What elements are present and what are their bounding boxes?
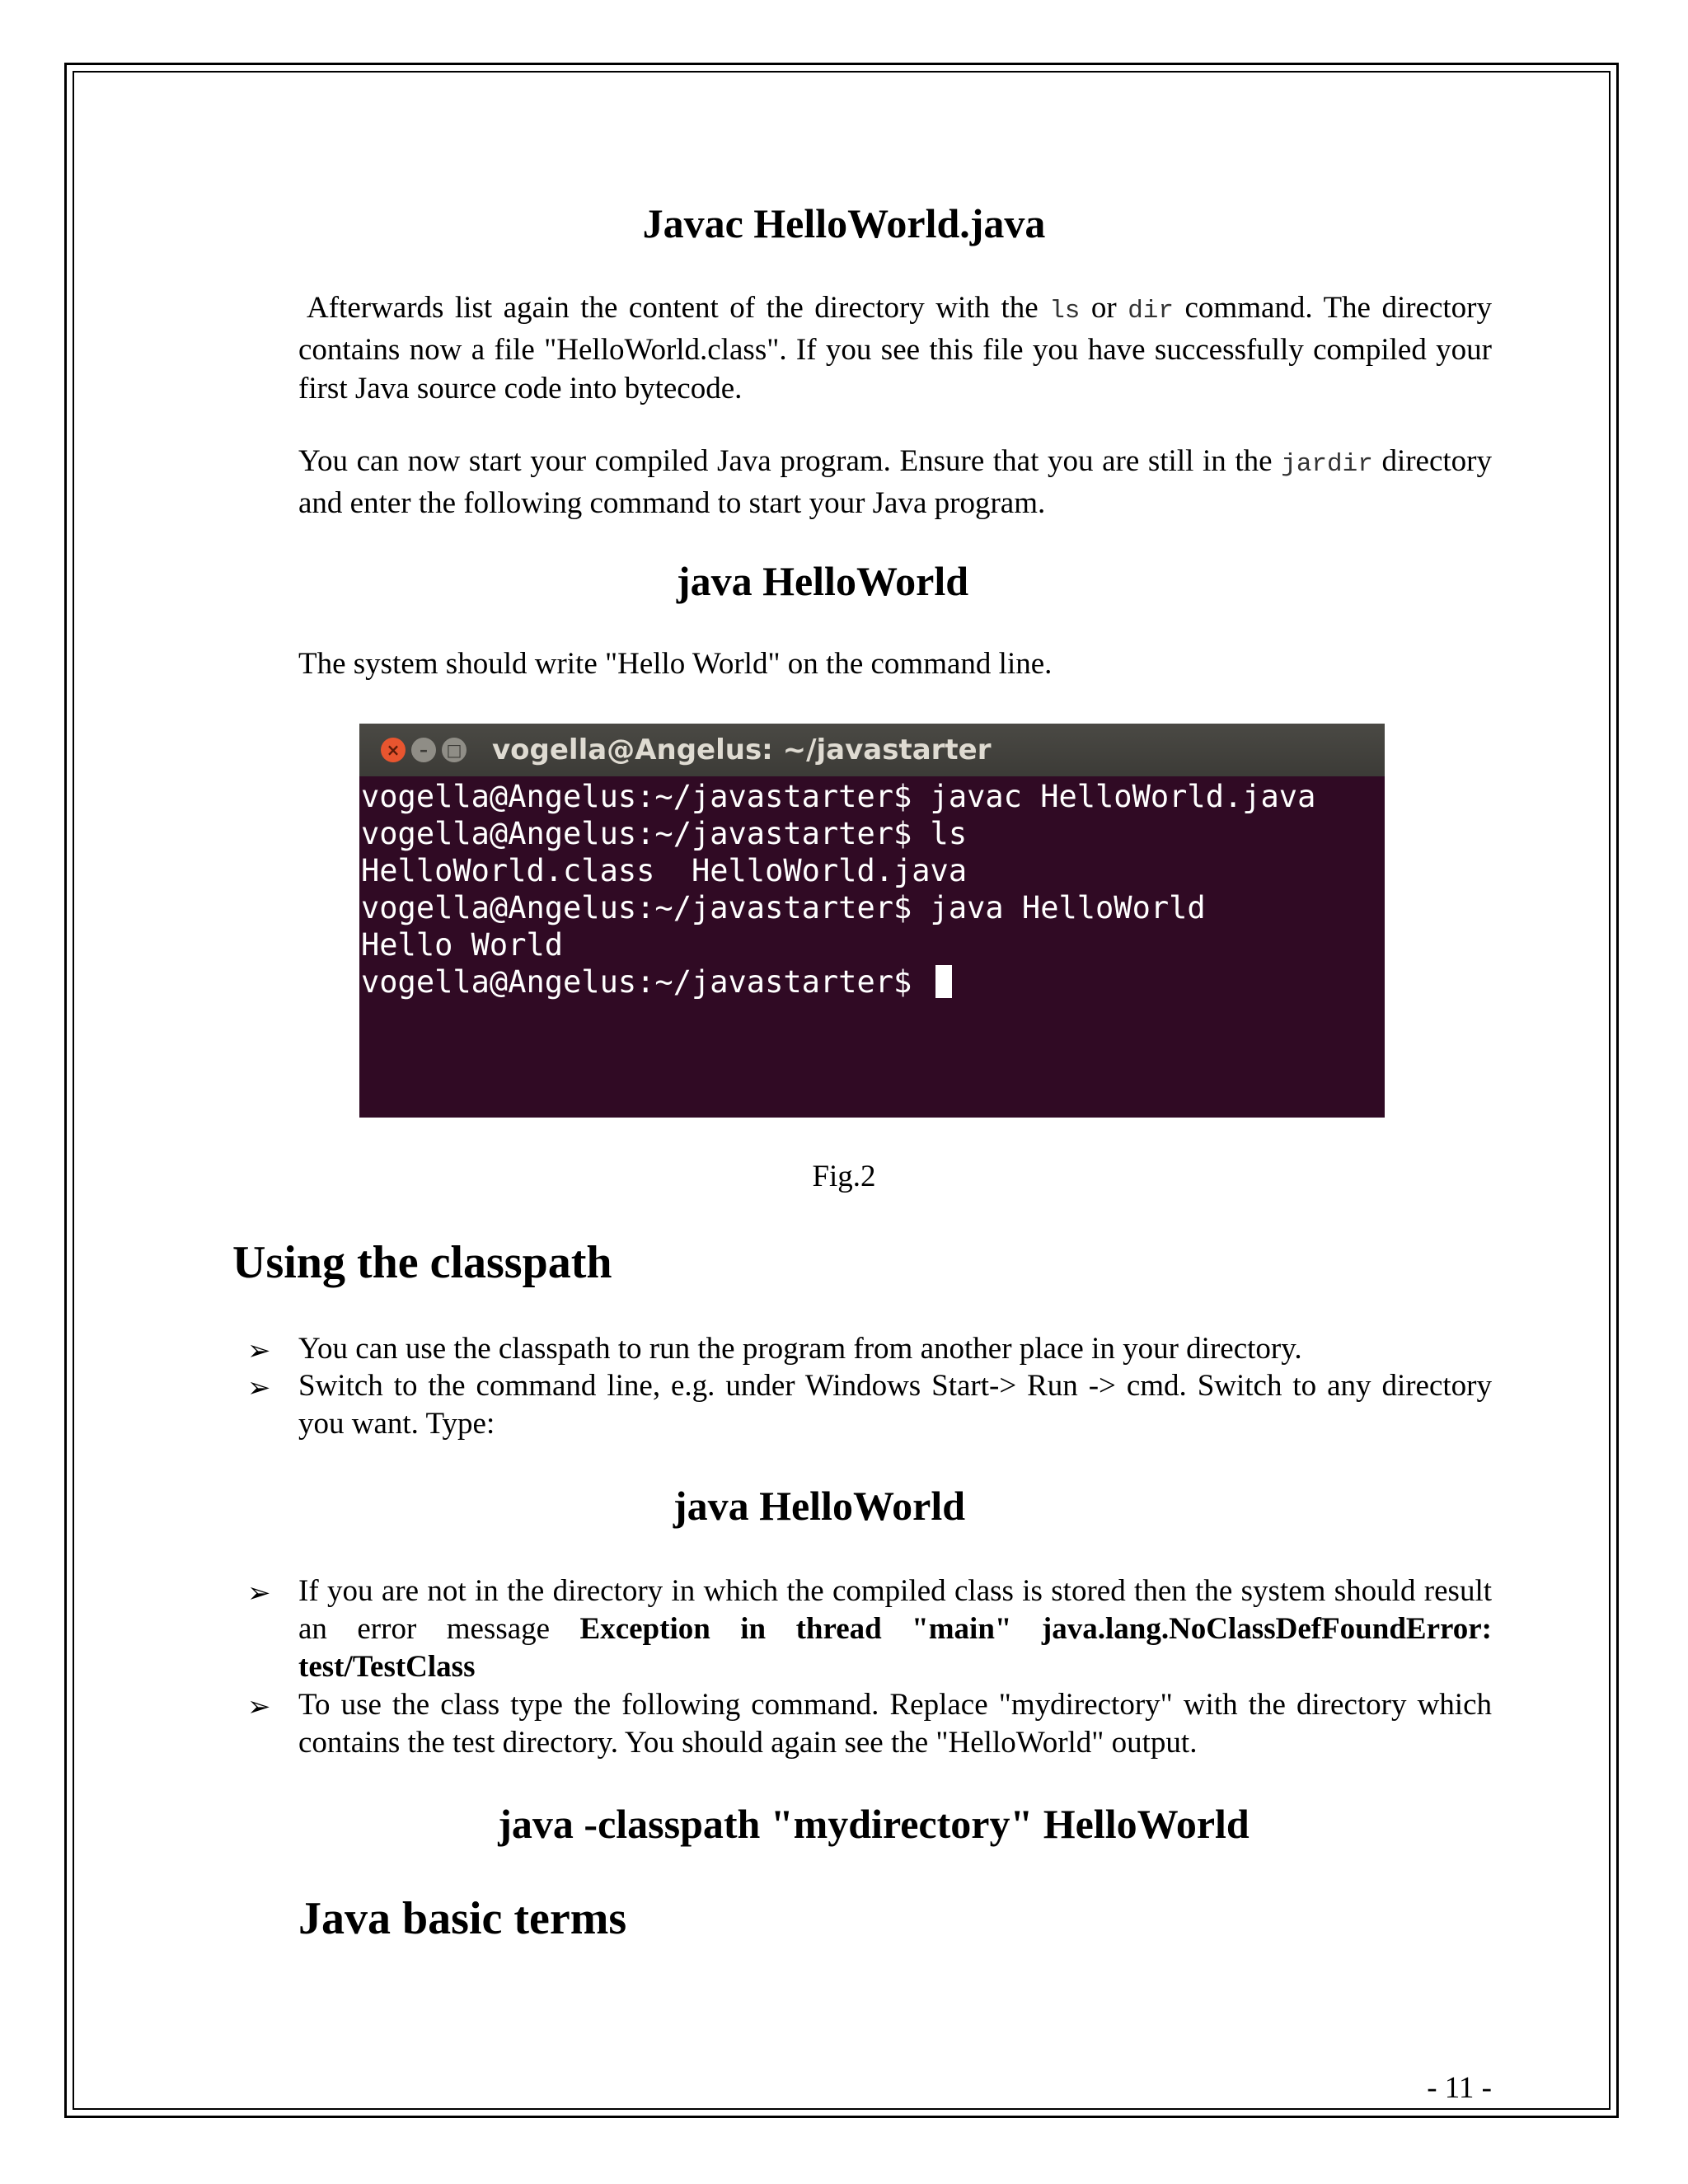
paragraph-system-output: The system should write "Hello World" on the command line. <box>298 647 1053 681</box>
section-heading-basic-terms: Java basic terms <box>298 1893 627 1944</box>
close-icon: × <box>381 738 406 762</box>
paragraph-afterwards <box>298 288 1492 408</box>
page-number: - 11 - <box>1427 2071 1492 2105</box>
paragraph-text: command. The directory contains now a file "HelloWorld.class". If you see this file you have successfully compiled your first Java source code into bytecode. <box>298 291 1492 405</box>
heading-javac: Javac HelloWorld.java <box>642 200 1046 246</box>
heading-java-helloworld: java HelloWorld <box>676 558 969 604</box>
bullet-arrow-icon: ➢ <box>247 1336 271 1366</box>
minimize-icon: – <box>411 738 436 762</box>
terminal-line: vogella@Angelus:~/javastarter$ java HelloWorld <box>361 890 1206 926</box>
heading-java-helloworld-2: java HelloWorld <box>673 1483 966 1529</box>
terminal-prompt-line <box>361 963 1385 1001</box>
maximize-icon: □ <box>442 738 467 762</box>
terminal-output <box>359 776 1385 1001</box>
heading-classpath-command: java -classpath "mydirectory" HelloWorld <box>498 1801 1250 1847</box>
terminal-line: vogella@Angelus:~/javastarter$ javac HelloWorld.java <box>361 779 1316 814</box>
bullet-text: If you are not in the directory in which the compiled class is stored then the system should result an error message <box>298 1574 1492 1646</box>
section-heading-classpath: Using the classpath <box>232 1237 612 1288</box>
paragraph-start-program <box>298 442 1492 523</box>
terminal-cursor <box>935 965 952 998</box>
inline-code-ls: ls <box>1049 297 1081 326</box>
paragraph-text: directory and enter the following command to start your Java program. <box>298 444 1493 520</box>
error-message: Exception in thread "main" java.lang.NoClassDefFoundError: test/TestClass <box>298 1612 1492 1684</box>
inline-code-dir: dir <box>1128 297 1175 326</box>
bullet-arrow-icon: ➢ <box>247 1373 271 1404</box>
bullet-item-error <box>298 1572 1492 1686</box>
bullet-item: You can use the classpath to run the program from another place in your directory. <box>298 1332 1302 1366</box>
bullet-item: Switch to the command line, e.g. under Windows Start-> Run -> cmd. Switch to any directory you want. Type: <box>298 1369 1492 1441</box>
paragraph-text: Afterwards list again the content of the directory with the <box>307 291 1050 325</box>
terminal-prompt: vogella@Angelus:~/javastarter$ <box>361 964 931 1000</box>
terminal-titlebar <box>359 724 1385 776</box>
terminal-line: vogella@Angelus:~/javastarter$ ls <box>361 816 968 851</box>
bullet-arrow-icon: ➢ <box>247 1692 271 1722</box>
terminal-screenshot <box>359 724 1385 1118</box>
bullet-item: To use the class type the following command. Replace "mydirectory" with the directory which contains the test directory. You should again see the "HelloWorld" output. <box>298 1688 1492 1760</box>
terminal-line: HelloWorld.class HelloWorld.java <box>361 853 968 888</box>
terminal-title: vogella@Angelus: ~/javastarter <box>492 733 992 766</box>
terminal-line: Hello World <box>361 927 564 963</box>
bullet-arrow-icon: ➢ <box>247 1578 271 1609</box>
paragraph-text: You can now start your compiled Java program. Ensure that you are still in the <box>298 444 1282 478</box>
paragraph-text: or <box>1080 291 1128 325</box>
figure-caption: Fig.2 <box>812 1160 876 1193</box>
inline-code-jardir: jardir <box>1281 450 1373 479</box>
